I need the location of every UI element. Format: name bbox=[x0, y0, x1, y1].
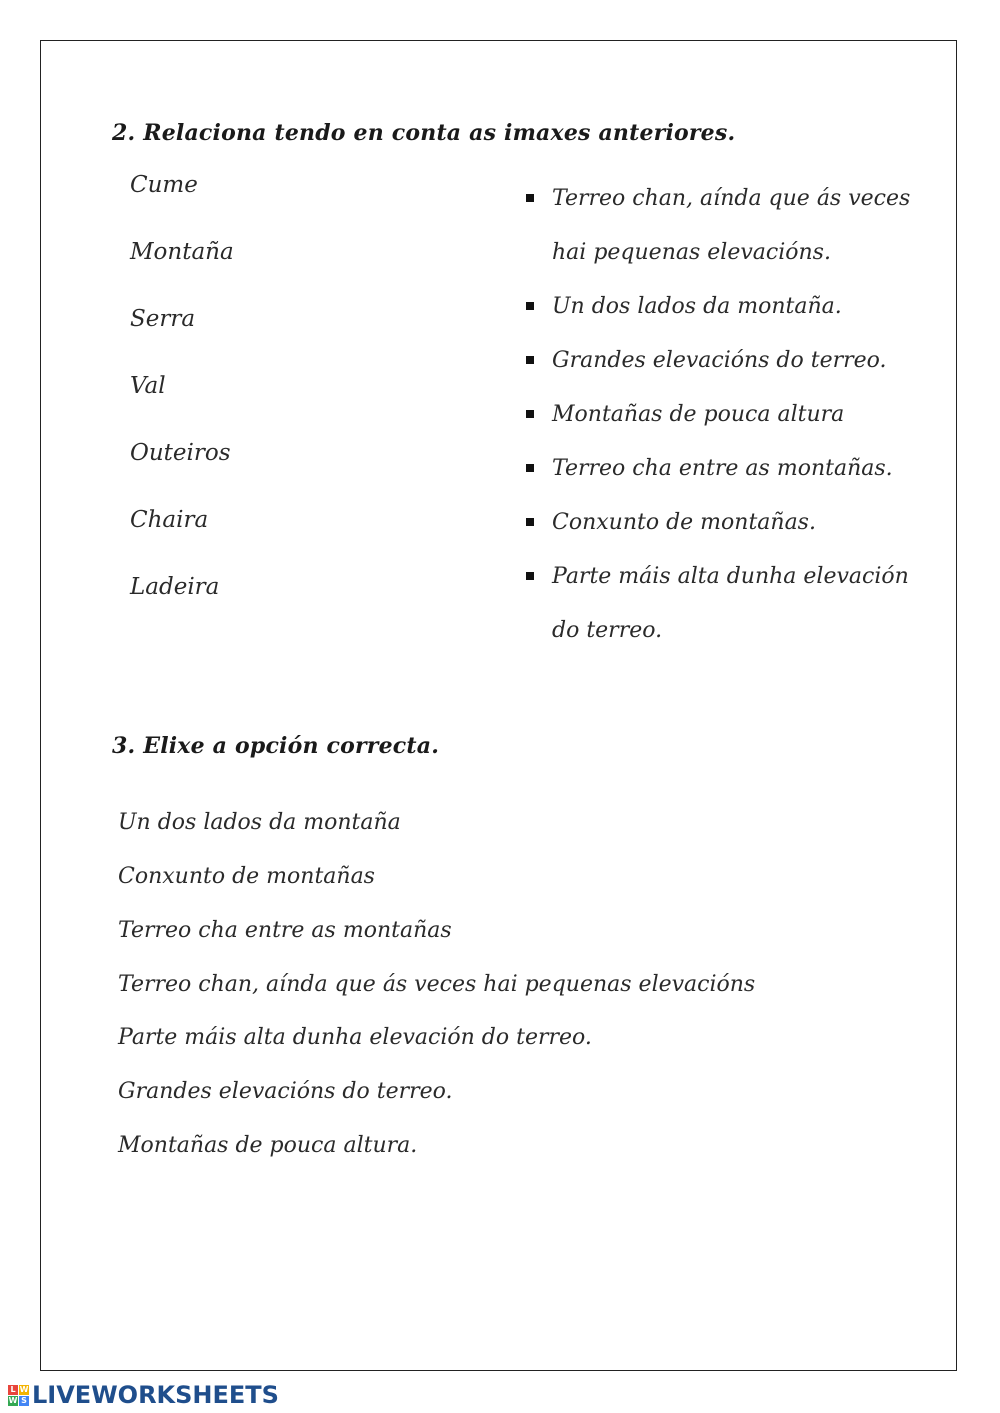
match-term-outeiros[interactable]: Outeiros bbox=[130, 440, 231, 466]
definition-item[interactable] bbox=[524, 496, 934, 550]
logo-letter-l: L bbox=[8, 1385, 18, 1395]
definition-text: Grandes elevacións do terreo. bbox=[552, 348, 887, 373]
logo-letter-s: S bbox=[19, 1396, 29, 1406]
square-bullet-icon bbox=[526, 572, 534, 580]
definition-item[interactable] bbox=[524, 442, 934, 496]
match-term-val[interactable]: Val bbox=[130, 373, 166, 399]
definition-item[interactable] bbox=[524, 280, 934, 334]
square-bullet-icon bbox=[526, 356, 534, 364]
match-term-cume[interactable]: Cume bbox=[130, 172, 198, 198]
match-term-serra[interactable]: Serra bbox=[130, 306, 196, 332]
square-bullet-icon bbox=[526, 518, 534, 526]
definition-text: Conxunto de montañas. bbox=[552, 510, 816, 535]
answer-option[interactable]: Un dos lados da montaña bbox=[118, 810, 401, 835]
answer-option[interactable]: Grandes elevacións do terreo. bbox=[118, 1079, 453, 1104]
definition-text: Parte máis alta dunha elevación do terreo. bbox=[552, 564, 909, 643]
definition-item[interactable] bbox=[524, 334, 934, 388]
match-term-chaira[interactable]: Chaira bbox=[130, 507, 209, 533]
square-bullet-icon bbox=[526, 464, 534, 472]
definition-item[interactable] bbox=[524, 172, 934, 280]
definition-item[interactable] bbox=[524, 388, 934, 442]
liveworksheets-logo[interactable] bbox=[8, 1382, 279, 1408]
section-2-heading: 2. Relaciona tendo en conta as imaxes anteriores. bbox=[112, 120, 736, 146]
answer-option[interactable]: Montañas de pouca altura. bbox=[118, 1133, 418, 1158]
match-term-montana[interactable]: Montaña bbox=[130, 239, 234, 265]
definition-text: Montañas de pouca altura bbox=[552, 402, 845, 427]
definition-text: Un dos lados da montaña. bbox=[552, 294, 842, 319]
square-bullet-icon bbox=[526, 194, 534, 202]
logo-grid-icon bbox=[8, 1385, 29, 1406]
logo-letter-w2: W bbox=[8, 1395, 18, 1405]
answer-option[interactable]: Terreo cha entre as montañas bbox=[118, 918, 452, 943]
logo-text: LIVEWORKSHEETS bbox=[32, 1381, 279, 1409]
definition-text: Terreo chan, aínda que ás veces hai pequenas elevacións. bbox=[552, 186, 911, 265]
square-bullet-icon bbox=[526, 302, 534, 310]
square-bullet-icon bbox=[526, 410, 534, 418]
definition-text: Terreo cha entre as montañas. bbox=[552, 456, 893, 481]
answer-option[interactable]: Conxunto de montañas bbox=[118, 864, 375, 889]
logo-letter-w: W bbox=[19, 1384, 29, 1394]
answer-option[interactable]: Terreo chan, aínda que ás veces hai pequenas elevacións bbox=[118, 972, 756, 997]
definition-item[interactable] bbox=[524, 550, 934, 658]
section-3-heading: 3. Elixe a opción correcta. bbox=[112, 733, 440, 759]
answer-option[interactable]: Parte máis alta dunha elevación do terreo. bbox=[118, 1025, 592, 1050]
definitions-list bbox=[524, 172, 934, 658]
match-term-ladeira[interactable]: Ladeira bbox=[130, 574, 220, 600]
